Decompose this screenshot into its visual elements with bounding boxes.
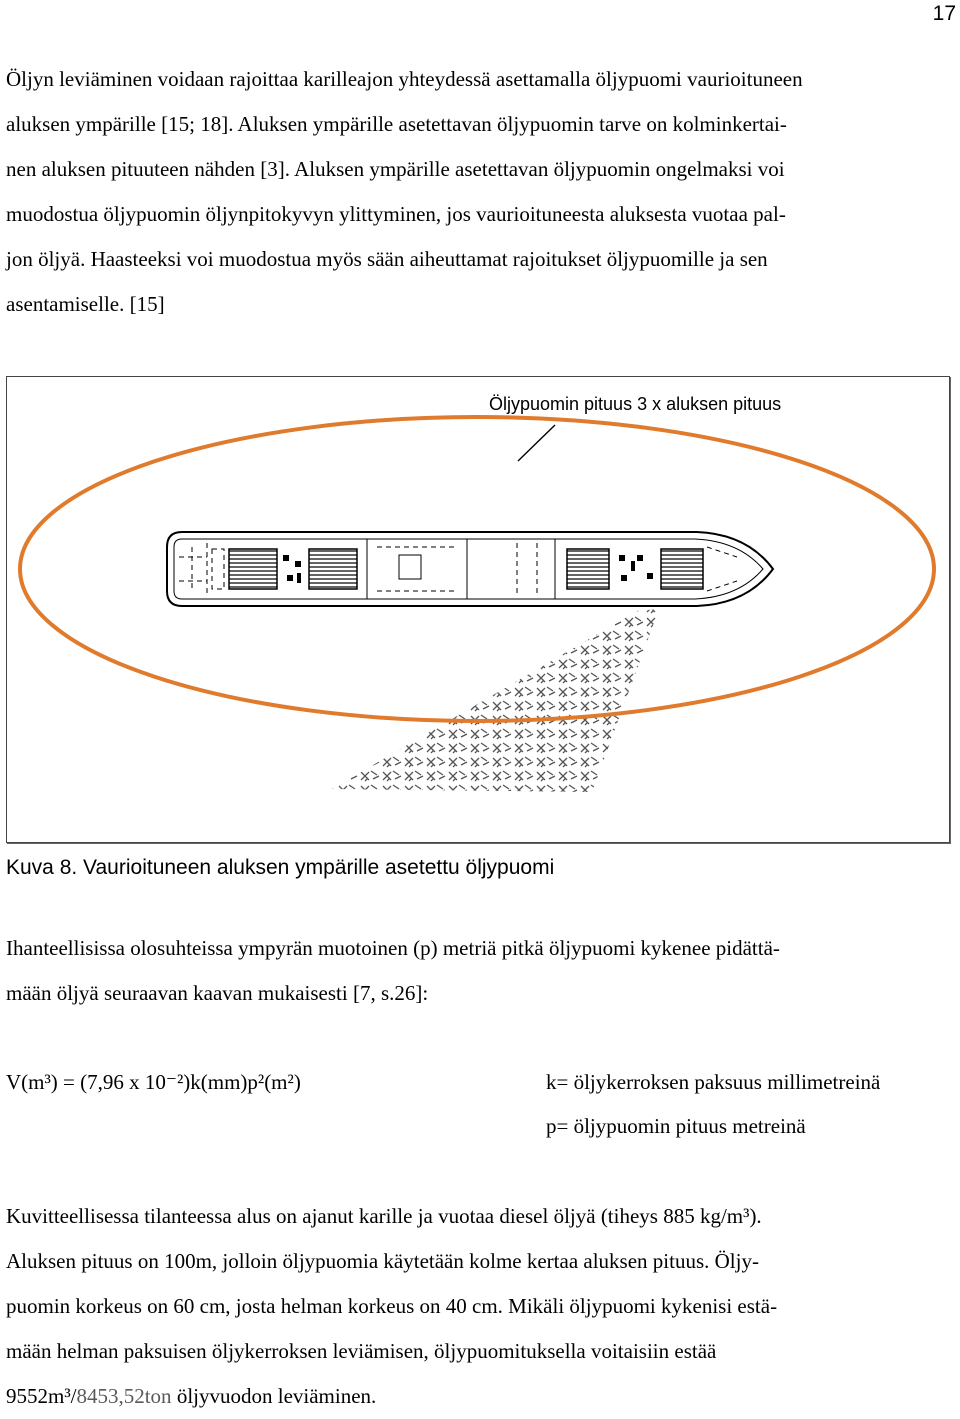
text-line: jon öljyä. Haasteeksi voi muodostua myös sään aiheuttamat rajoitukset öljypuomille ja sen bbox=[6, 247, 768, 271]
annotation-leader-line bbox=[518, 425, 555, 461]
text-line: Öljyn leviäminen voidaan rajoittaa karilleajon yhteydessä asettamalla öljypuomi vaurioituneen bbox=[6, 67, 803, 91]
final-line-rest: öljyvuodon leviäminen. bbox=[171, 1384, 377, 1408]
figure-oil-boom-diagram bbox=[6, 376, 950, 843]
boom-length-annotation: Öljypuomin pituus 3 x aluksen pituus bbox=[489, 394, 782, 414]
text-line: muodostua öljypuomin öljynpitokyvyn ylittyminen, jos vaurioituneesta aluksesta vuotaa pal- bbox=[6, 202, 786, 226]
oil-boom-svg bbox=[7, 377, 949, 842]
ship bbox=[167, 532, 773, 606]
text-line: nen aluksen pituuteen nähden [3]. Aluksen ympärille asetettavan öljypuomin ongelmaksi voi bbox=[6, 157, 785, 181]
volume-value: 9552m³/ bbox=[6, 1384, 77, 1408]
text-line: Kuvitteellisessa tilanteessa alus on ajanut karille ja vuotaa diesel öljyä (tiheys 885 kg/m³). bbox=[6, 1204, 762, 1228]
text-line: aluksen ympärille [15; 18]. Aluksen ympärille asetettavan öljypuomin tarve on kolminkertai- bbox=[6, 112, 787, 136]
figure-caption: Kuva 8. Vaurioituneen aluksen ympärille asetettu öljypuomi bbox=[6, 856, 555, 879]
mass-value: 8453,52ton bbox=[76, 1384, 172, 1408]
text-line: mään öljyä seuraavan kaavan mukaisesti [7, s.26]: bbox=[6, 981, 429, 1005]
volume-formula: V(m³) = (7,96 x 10⁻²)k(mm)p²(m²) bbox=[6, 1070, 301, 1094]
example-paragraph bbox=[6, 1194, 946, 1419]
capacity-paragraph bbox=[6, 926, 946, 1016]
text-line: Aluksen pituus on 100m, jolloin öljypuomia käytetään kolme kertaa aluksen pituus. Öljy- bbox=[6, 1249, 759, 1273]
page-number: 17 bbox=[932, 2, 956, 25]
intro-paragraph bbox=[6, 57, 946, 327]
text-line: mään helman paksuisen öljykerroksen leviämisen, öljypuomituksella voitaisiin estää bbox=[6, 1339, 717, 1363]
final-line bbox=[6, 1374, 946, 1419]
definition-p: p= öljypuomin pituus metreinä bbox=[546, 1114, 806, 1138]
oil-spill bbox=[332, 609, 659, 792]
text-line: asentamiselle. [15] bbox=[6, 292, 165, 316]
definition-k: k= öljykerroksen paksuus millimetreinä bbox=[546, 1070, 881, 1094]
text-line: puomin korkeus on 60 cm, josta helman korkeus on 40 cm. Mikäli öljypuomi kykenisi estä- bbox=[6, 1294, 778, 1318]
text-line: Ihanteellisissa olosuhteissa ympyrän muotoinen (p) metriä pitkä öljypuomi kykenee pidättä- bbox=[6, 936, 780, 960]
